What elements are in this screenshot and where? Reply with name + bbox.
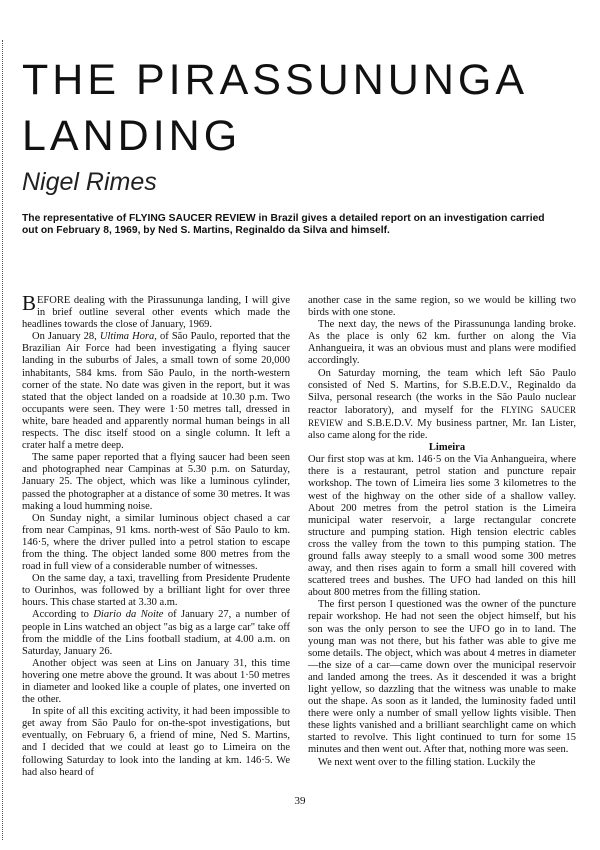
section-heading: Limeira bbox=[428, 442, 466, 454]
left-column bbox=[22, 291, 290, 779]
paragraph: On January 28, Ultima Hora, of São Paulo, reported that the Brazilian Air Force had been investigating a flying saucer landing in the suburbs of Jales, a small town of some 20,000 inhabitants, 584 kms. from São Paulo, in the north-western corner of the state. No date was given in the report, but it was stated that the object landed on a roadside at 10.30 p.m. Two occupants were seen. They were 1·50 metres tall, dressed in white, bare headed and apparently normal human beings in all respects. The disc itself stood on a single column. It left a crater half a metre deep. bbox=[22, 331, 290, 452]
author-byline: Nigel Rimes bbox=[22, 168, 157, 196]
paragraph: The same paper reported that a flying saucer had been seen and photographed near Campinas at 5.30 p.m. on Saturday, January 25. The object, which was like a luminous cylinder, passed the photographer at a distance of some 30 metres. It was making a loud humming noise. bbox=[22, 452, 290, 512]
paragraph: On Sunday night, a similar luminous object chased a car from near Campinas, 91 kms. north-west of São Paulo to km. 146·5, where the driver pulled into a petrol station to escape from the thing. The object landed some 800 metres from the road in full view of a considerable number of witnesses. bbox=[22, 512, 290, 573]
right-column bbox=[308, 295, 576, 769]
title-line-2: LANDING bbox=[22, 112, 242, 160]
paragraph: Our first stop was at km. 146·5 on the Via Anhangueira, where there is a restaurant, petrol station and puncture repair workshop. The town of Limeira lies some 3 kilometres to the west of the highway on the other side of a shallow valley. About 200 metres from the petrol station is the Limeira municipal water reservoir, a large rectangular concrete structure and pumping station. High tension electric cables cross the valley from the town to this pumping station. The ground falls away steeply to a small wood some 300 metres away, and then rises again to form a small hill covered with scattered trees and bushes. The UFO had landed on this hill about 800 metres from the filling station. bbox=[308, 454, 576, 599]
paragraph: The first person I questioned was the owner of the puncture repair workshop. He had not seen the object himself, but his son was the only person to see the UFO go in to land. The young man was not there, but his father was able to give me some details. The object, which was about 4 metres in diameter—the size of a car—came down over the municipal reservoir and landed among the trees. As it descended it was a bright light yellow, so dazzling that the witness was unable to make out the shape. As soon as it landed, the luminosity faded until there were only a number of small yellow lights visible. Then these lights vanished and a brilliant searchlight came on which started to revolve. This light continued to turn for some 15 minutes and then went out. After that, nothing more was seen. bbox=[308, 599, 576, 756]
standfirst: The representative of FLYING SAUCER REVIEW in Brazil gives a detailed report on an investigation carried out on February 8, 1969, by Ned S. Martins, Reginaldo da Silva and himself. bbox=[22, 213, 545, 236]
drop-cap: B bbox=[22, 291, 37, 315]
article-title bbox=[22, 52, 582, 164]
publication-name: FLYING SAUCER REVIEW bbox=[308, 404, 576, 428]
paragraph: According to Diario da Noite of January 27, a number of people in Lins watched an object "as big as a large car" take off from the middle of the Lins football stadium, at 4.00 a.m. on Saturday, January 26. bbox=[22, 609, 290, 657]
page-number: 39 bbox=[294, 795, 306, 807]
paragraph: In spite of all this exciting activity, it had been impossible to get away from São Paulo for on-the-spot investigations, but eventually, on February 6, a friend of mine, Ned S. Martins, and I decided that we could at least go to Limeira on the following Saturday to look into the landing at km. 146·5. We had also heard of bbox=[22, 706, 290, 778]
paragraph: BEFORE dealing with the Pirassununga landing, I will give in brief outline several other events which made the headlines towards the close of January, 1969. bbox=[22, 291, 290, 331]
paragraph: The next day, the news of the Pirassununga landing broke. As the place is only 62 km. further on along the Via Anhangueira, it was an obvious must and plans were modified accordingly. bbox=[308, 319, 576, 367]
paragraph: Another object was seen at Lins on January 31, this time hovering one metre above the ground. It was about 1·50 metres in diameter and looked like a couple of plates, one inverted on the other. bbox=[22, 657, 290, 706]
paragraph: We next went over to the filling station. Luckily the bbox=[318, 756, 536, 768]
publication-name: Ultima Hora bbox=[99, 331, 155, 343]
paragraph: On Saturday morning, the team which left São Paulo consisted of Ned S. Martins, for S.B.E.D.V., Reginaldo da Silva, personal research (the works in the São Paulo nuclear reactor laboratory), and myself for the FLYING SAUCER REVIEW and S.B.E.D.V. My business partner, Mr. Ian Lister, also came along for the ride. bbox=[308, 367, 576, 442]
paragraph: another case in the same region, so we would be killing two birds with one stone. bbox=[308, 295, 576, 319]
publication-name: Diario da Noite bbox=[93, 609, 164, 621]
paragraph: On the same day, a taxi, travelling from Presidente Prudente to Ourinhos, was followed by a brilliant light for over three hours. This chase started at 3.30 a.m. bbox=[22, 573, 290, 609]
binding-edge bbox=[2, 40, 7, 840]
title-line-1: THE PIRASSUNUNGA bbox=[22, 56, 529, 104]
